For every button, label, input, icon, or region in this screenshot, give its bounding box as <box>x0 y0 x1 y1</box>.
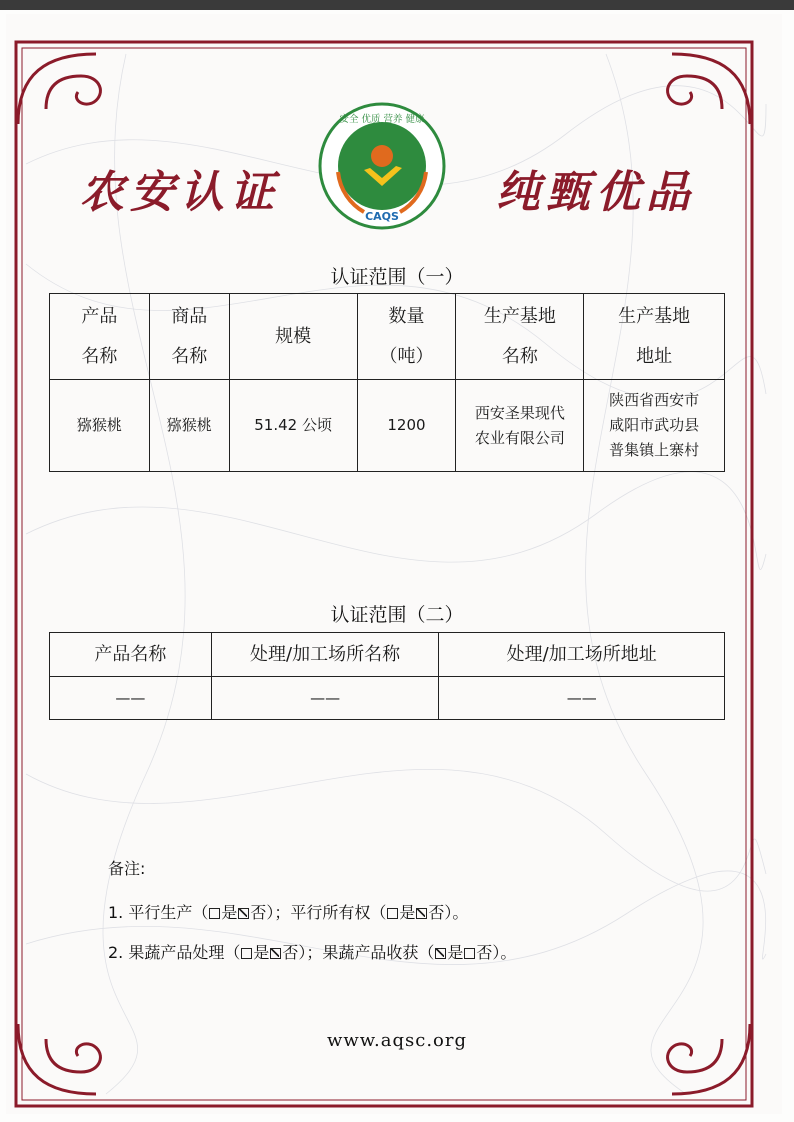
table1-header-cell <box>229 294 357 380</box>
notes-title: 备注: <box>108 859 146 878</box>
header-text: （吨） <box>379 345 434 367</box>
table2-header-cell: 处理/加工场所名称 <box>211 633 439 677</box>
table1-header-cell <box>149 294 229 380</box>
cell-text: 咸阳市武功县 <box>609 416 700 434</box>
header-left-title: 农安认证 <box>80 167 280 218</box>
table2-header-cell: 产品名称 <box>50 633 212 677</box>
checkbox-parallel-ownership-yes <box>387 908 398 919</box>
header-text: 商品 <box>171 305 208 327</box>
cell-text: 普集镇上寨村 <box>609 441 700 459</box>
cell-text: 陕西省西安市 <box>609 391 700 409</box>
cell-text: 51.42 公顷 <box>254 416 332 434</box>
scan-top-edge <box>0 0 794 10</box>
table2-header-row <box>50 633 725 677</box>
table1-header-cell <box>584 294 725 380</box>
table-cell <box>456 380 584 472</box>
checkbox-parallel-ownership-no <box>416 908 427 919</box>
note2-text-d: 是 <box>447 943 464 962</box>
cell-text: 西安圣果现代 <box>474 403 565 422</box>
checkbox-parallel-production-no <box>238 908 249 919</box>
cell-text: 猕猴桃 <box>166 416 212 434</box>
header-text: 规模 <box>275 325 312 347</box>
header-right-title: 纯甄优品 <box>496 167 696 218</box>
certification-scope-table-1 <box>49 293 725 472</box>
cell-text: 1200 <box>387 416 426 434</box>
checkbox-produce-processing-yes <box>241 948 252 959</box>
header-text: 生产基地 <box>483 305 556 327</box>
table-row <box>50 677 725 720</box>
certification-scope-table-2 <box>49 632 725 720</box>
header-text: 数量 <box>388 305 425 327</box>
header-text: 名称 <box>501 345 538 367</box>
table1-header-cell <box>456 294 584 380</box>
checkbox-parallel-production-yes <box>209 908 220 919</box>
logo-slogan-text: 安全 优质 营养 健康 <box>339 114 425 125</box>
table1-header-cell <box>357 294 456 380</box>
note2-text-e: 否）。 <box>476 943 517 962</box>
note2-text-a: 2. 果蔬产品处理（ <box>108 943 241 962</box>
table-cell <box>357 380 456 472</box>
cell-text: 猕猴桃 <box>76 416 122 434</box>
checkbox-produce-harvest-no <box>464 948 475 959</box>
note2-text-c: 否）；果蔬产品收获（ <box>282 943 435 962</box>
notes-line-2 <box>108 940 516 963</box>
section2-title: 认证范围（二） <box>330 604 464 626</box>
note1-text-a: 1. 平行生产（ <box>108 903 209 922</box>
checkbox-produce-processing-no <box>270 948 281 959</box>
notes-line-1 <box>108 900 468 923</box>
note1-text-d: 是 <box>399 903 416 922</box>
table2-header-cell: 处理/加工场所地址 <box>439 633 725 677</box>
note1-text-c: 否）；平行所有权（ <box>250 903 387 922</box>
table1-header-cell <box>50 294 150 380</box>
section1-title: 认证范围（一） <box>330 266 464 288</box>
checkbox-produce-harvest-yes <box>435 948 446 959</box>
header-text: 产品 <box>81 305 118 327</box>
cell-text: 农业有限公司 <box>474 428 565 447</box>
table-cell: —— <box>439 677 725 720</box>
table1-header-row <box>50 294 725 380</box>
footer-website: www.aqsc.org <box>326 1030 468 1051</box>
table-cell <box>229 380 357 472</box>
note1-text-b: 是 <box>221 903 238 922</box>
header-text: 地址 <box>636 345 673 367</box>
header-text: 名称 <box>81 345 118 367</box>
table-row <box>50 380 725 472</box>
table-cell <box>149 380 229 472</box>
table-cell <box>50 380 150 472</box>
note1-text-e: 否）。 <box>428 903 469 922</box>
table-cell: —— <box>211 677 439 720</box>
header-text: 生产基地 <box>618 305 691 327</box>
logo-caqs-text: CAQS <box>365 210 399 223</box>
caqs-logo-icon <box>316 100 448 232</box>
table-cell <box>584 380 725 472</box>
header-text: 名称 <box>171 345 208 367</box>
table-cell: —— <box>50 677 212 720</box>
note2-text-b: 是 <box>253 943 270 962</box>
